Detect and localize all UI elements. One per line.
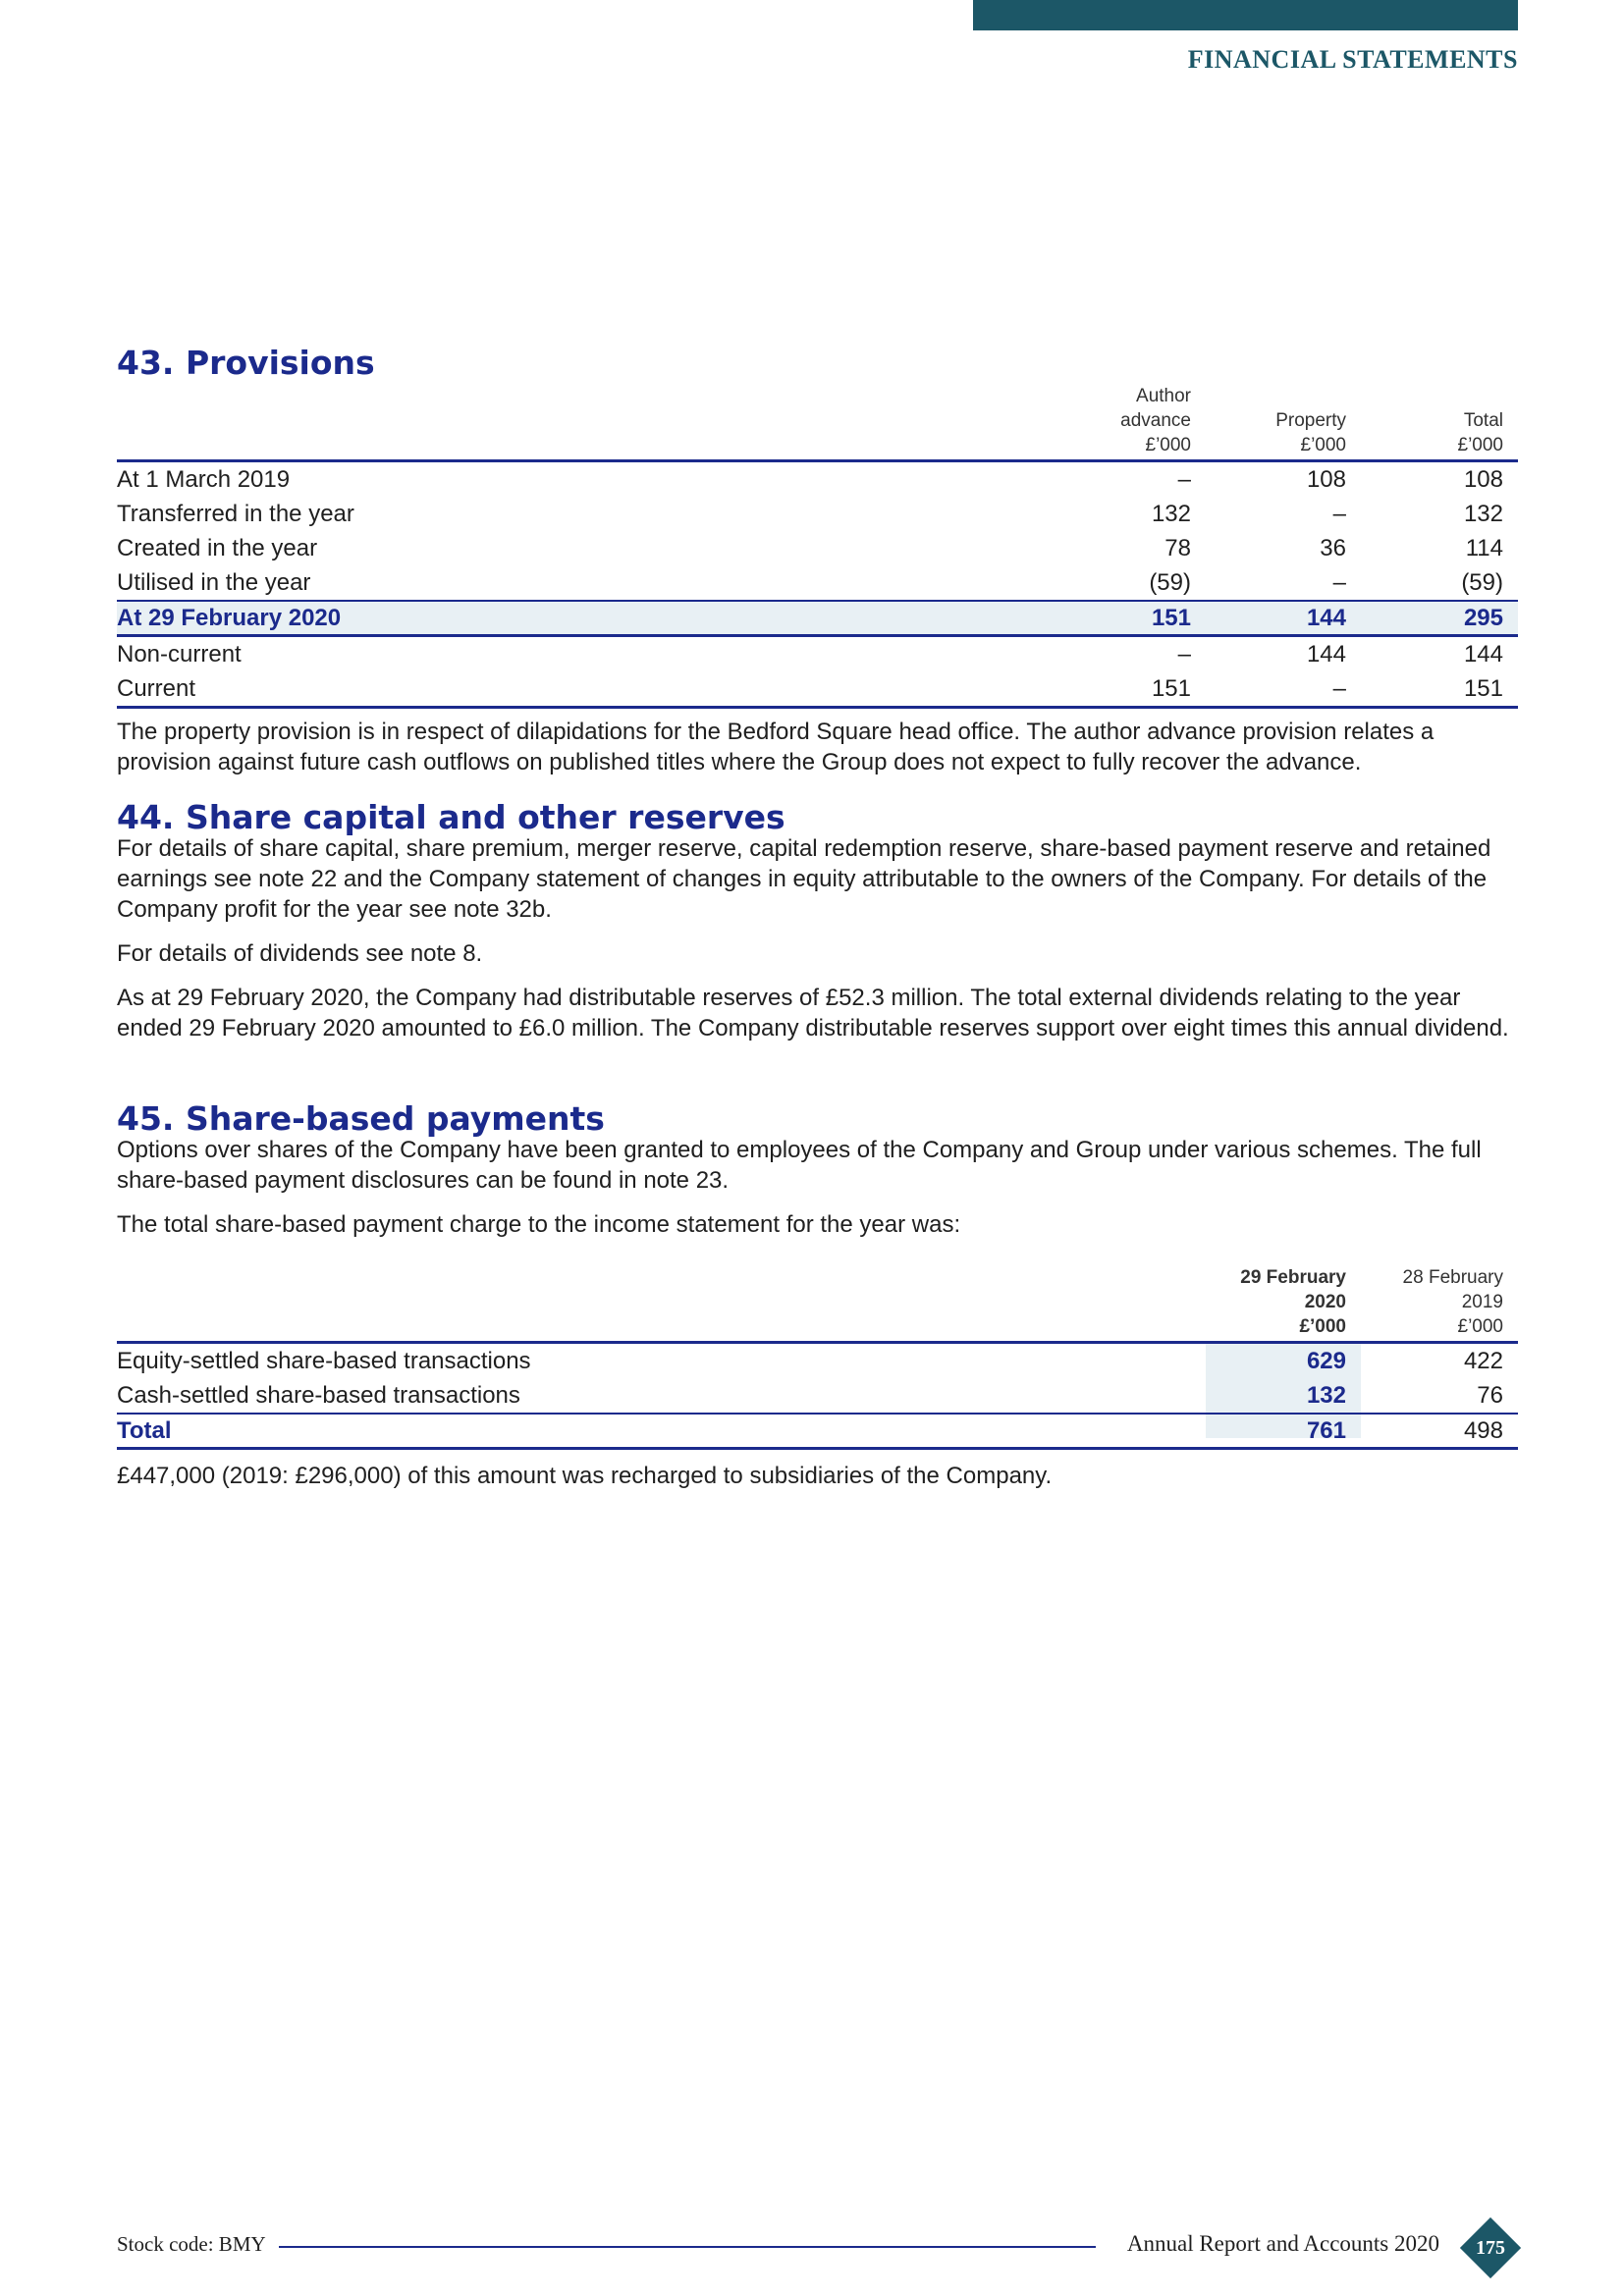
table-row [117, 1344, 1518, 1378]
share-based-section [117, 1099, 1518, 1240]
col-header-author-advance: Author advance £’000 [1120, 386, 1191, 455]
page-footer [117, 2226, 1518, 2266]
table-row-total [117, 1413, 1518, 1450]
share-based-heading: 45. Share-based payments [117, 1099, 605, 1138]
cell-author: 78 [1164, 535, 1191, 561]
share-based-table-header [117, 1266, 1518, 1344]
share-based-paragraph: Options over shares of the Company have been granted to employees of the Company and Group under various schemes. The full share-based payment disclosures can be found in note 23. [117, 1136, 1482, 1194]
cell-total: 151 [1463, 675, 1503, 702]
cell-property: 144 [1306, 641, 1346, 667]
share-based-paragraph: The total share-based payment charge to the income statement for the year was: [117, 1210, 961, 1238]
cell-total: 114 [1465, 535, 1503, 561]
cell-total: 144 [1463, 641, 1503, 667]
table-row [117, 637, 1518, 671]
cell-author: 151 [1151, 675, 1191, 702]
share-capital-heading: 44. Share capital and other reserves [117, 798, 785, 836]
provisions-note-block [117, 717, 1518, 777]
row-label: At 29 February 2020 [117, 605, 342, 631]
provisions-heading: 43. Provisions [117, 344, 375, 382]
provisions-table [117, 386, 1518, 709]
col-header-total: Total £’000 [1457, 410, 1503, 455]
share-capital-paragraph: As at 29 February 2020, the Company had distributable reserves of £52.3 million. The total external dividends relating to the year ended 29 February 2020 amounted to £6.0 million. The Company distributable reserves support over eight times this annual dividend. [117, 984, 1509, 1041]
cell-property: – [1332, 675, 1346, 702]
share-capital-paragraph: For details of share capital, share premium, merger reserve, capital redemption reserve, share-based payment reserve and retained earnings see note 22 and the Company statement of changes in equity attributable to the owners of the Company. For details of the Company profit for the year see note 32b. [117, 834, 1491, 923]
row-label: Total [117, 1417, 172, 1444]
share-capital-section [117, 798, 1518, 1043]
row-label: Utilised in the year [117, 569, 311, 596]
cell-property: – [1332, 569, 1346, 596]
cell-2019: 498 [1463, 1417, 1503, 1444]
cell-total: 108 [1463, 466, 1503, 493]
cell-author: – [1177, 641, 1191, 667]
cell-author: 132 [1151, 501, 1191, 527]
report-title: Annual Report and Accounts 2020 [1126, 2231, 1439, 2256]
cell-property: – [1332, 501, 1346, 527]
share-based-note: £447,000 (2019: £296,000) of this amount was recharged to subsidiaries of the Company. [117, 1463, 1053, 1489]
cell-total: 295 [1463, 605, 1503, 631]
row-label: Transferred in the year [117, 501, 354, 527]
cell-author: 151 [1151, 605, 1191, 631]
cell-author: – [1177, 466, 1191, 493]
row-label: Cash-settled share-based transactions [117, 1382, 520, 1409]
cell-2019: 76 [1477, 1382, 1503, 1409]
row-label: At 1 March 2019 [117, 466, 291, 493]
table-row [117, 1378, 1518, 1413]
row-label: Current [117, 675, 196, 702]
table-row [117, 497, 1518, 531]
row-label: Created in the year [117, 535, 318, 561]
cell-property: 108 [1306, 466, 1346, 493]
cell-property: 144 [1306, 605, 1346, 631]
table-row [117, 531, 1518, 565]
row-label: Non-current [117, 641, 242, 667]
provisions-note: The property provision is in respect of dilapidations for the Bedford Square head office. The author advance provision relates a provision against future cash outflows on published titles where the Group does not expect to fully recover the advance. [117, 719, 1435, 775]
provisions-table-header [117, 386, 1518, 462]
table-row [117, 671, 1518, 709]
cell-author: (59) [1149, 569, 1191, 596]
share-based-table [117, 1266, 1518, 1450]
row-label: Equity-settled share-based transactions [117, 1348, 531, 1374]
cell-total: 132 [1463, 501, 1503, 527]
col-header-2020: 29 February 2020 £’000 [1240, 1267, 1346, 1337]
cell-total: (59) [1461, 569, 1503, 596]
section-title: FINANCIAL STATEMENTS [1187, 45, 1518, 74]
col-header-2019: 28 February 2019 £’000 [1402, 1267, 1503, 1337]
stock-code: Stock code: BMY [117, 2232, 266, 2256]
footer-rule [279, 2246, 1096, 2248]
cell-property: 36 [1320, 535, 1346, 561]
header-accent-bar [973, 0, 1518, 30]
page-number: 175 [1476, 2237, 1505, 2259]
cell-2019: 422 [1463, 1348, 1503, 1374]
table-row-subtotal [117, 600, 1518, 637]
table-row [117, 565, 1518, 600]
cell-2020: 132 [1306, 1382, 1346, 1409]
col-header-property: Property £’000 [1275, 410, 1346, 455]
share-capital-paragraph: For details of dividends see note 8. [117, 939, 483, 967]
cell-2020: 761 [1306, 1417, 1346, 1444]
table-row [117, 462, 1518, 497]
provisions-section [117, 344, 1518, 383]
cell-2020: 629 [1306, 1348, 1346, 1374]
share-based-note-block [117, 1461, 1518, 1491]
